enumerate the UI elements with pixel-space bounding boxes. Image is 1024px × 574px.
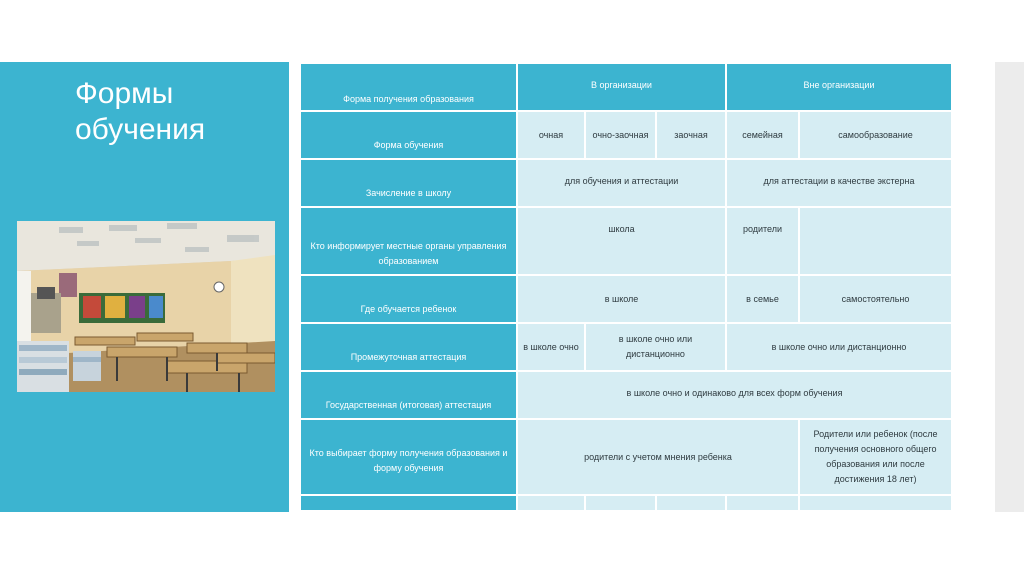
header-cell-form: Форма получения образования xyxy=(300,63,517,111)
form-fulltime: очная xyxy=(517,111,585,159)
header-cell-out-org: Вне организации xyxy=(726,63,952,111)
right-edge-strip xyxy=(995,62,1024,512)
who-chooses-self: Родители или ребенок (после получения основного общего образования или после достижения 18 лет) xyxy=(799,419,952,495)
where-self: самостоятельно xyxy=(799,275,952,323)
informs-self xyxy=(799,207,952,275)
row-label-enrollment: Зачисление в школу xyxy=(300,159,517,207)
state-cert-value: в школе очно и одинаково для всех форм обучения xyxy=(517,371,952,419)
row-label-forms: Форма обучения xyxy=(300,111,517,159)
empty-cell xyxy=(517,495,585,511)
header-cell-in-org: В организации xyxy=(517,63,726,111)
form-distance: заочная xyxy=(656,111,726,159)
row-label-informs: Кто информирует местные органы управления образованием xyxy=(300,207,517,275)
informs-family: родители xyxy=(726,207,799,275)
table-row xyxy=(300,275,952,323)
enrollment-out-org: для аттестации в качестве экстерна xyxy=(726,159,952,207)
empty-cell xyxy=(585,495,656,511)
table-row xyxy=(300,207,952,275)
interim-out-org: в школе очно или дистанционно xyxy=(726,323,952,371)
table-row xyxy=(300,371,952,419)
where-in-org: в школе xyxy=(517,275,726,323)
row-label-where: Где обучается ребенок xyxy=(300,275,517,323)
slide-title: Формы обучения xyxy=(75,77,206,146)
row-label-interim: Промежуточная аттестация xyxy=(300,323,517,371)
who-chooses-main: родители с учетом мнения ребенка xyxy=(517,419,799,495)
classroom-photo xyxy=(17,221,275,392)
row-label-state-cert: Государственная (итоговая) аттестация xyxy=(300,371,517,419)
education-forms-table xyxy=(299,62,953,512)
form-family: семейная xyxy=(726,111,799,159)
empty-cell xyxy=(656,495,726,511)
empty-cell xyxy=(300,495,517,511)
interim-parttime: в школе очно или дистанционно xyxy=(585,323,726,371)
table-row xyxy=(300,111,952,159)
table-row xyxy=(300,419,952,495)
where-family: в семье xyxy=(726,275,799,323)
table-row xyxy=(300,159,952,207)
form-self: самообразование xyxy=(799,111,952,159)
interim-fulltime: в школе очно xyxy=(517,323,585,371)
form-parttime: очно-заочная xyxy=(585,111,656,159)
empty-cell xyxy=(726,495,799,511)
empty-cell xyxy=(799,495,952,511)
table-row xyxy=(300,63,952,111)
informs-in-org: школа xyxy=(517,207,726,275)
table-row xyxy=(300,495,952,511)
row-label-who-chooses: Кто выбирает форму получения образования и форму обучения xyxy=(300,419,517,495)
table-row xyxy=(300,323,952,371)
enrollment-in-org: для обучения и аттестации xyxy=(517,159,726,207)
